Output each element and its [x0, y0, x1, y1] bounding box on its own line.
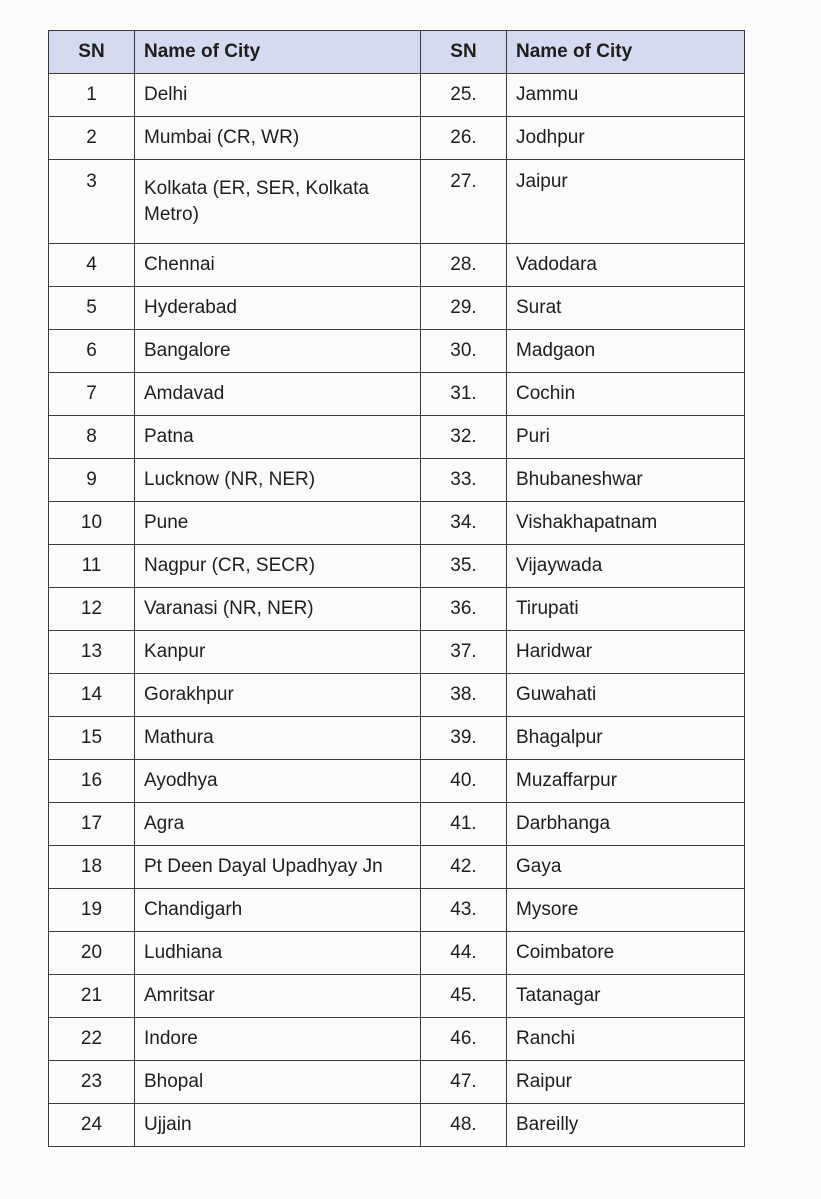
- header-city-left: Name of City: [135, 31, 421, 74]
- city-right-cell: Cochin: [507, 373, 745, 416]
- city-right-cell: Vadodara: [507, 244, 745, 287]
- table-body: [49, 74, 745, 1147]
- city-left-cell: Amritsar: [135, 975, 421, 1018]
- city-right-cell: Mysore: [507, 889, 745, 932]
- table-header: [49, 31, 745, 74]
- city-left-cell: Mathura: [135, 717, 421, 760]
- sn-right-cell: 27.: [421, 160, 507, 244]
- city-left-cell: Chandigarh: [135, 889, 421, 932]
- sn-right-cell: 42.: [421, 846, 507, 889]
- header-sn-left: SN: [49, 31, 135, 74]
- city-left-cell: Pt Deen Dayal Upadhyay Jn: [135, 846, 421, 889]
- table-row: [49, 287, 745, 330]
- sn-left-cell: 21: [49, 975, 135, 1018]
- city-left-cell: Varanasi (NR, NER): [135, 588, 421, 631]
- table-row: [49, 932, 745, 975]
- table-row: [49, 717, 745, 760]
- table-row: [49, 889, 745, 932]
- sn-right-cell: 28.: [421, 244, 507, 287]
- sn-right-cell: 38.: [421, 674, 507, 717]
- sn-right-cell: 32.: [421, 416, 507, 459]
- sn-left-cell: 6: [49, 330, 135, 373]
- table-row: [49, 416, 745, 459]
- table-row: [49, 373, 745, 416]
- sn-left-cell: 5: [49, 287, 135, 330]
- header-sn-right: SN: [421, 31, 507, 74]
- table-row: [49, 803, 745, 846]
- header-city-right: Name of City: [507, 31, 745, 74]
- table-row: [49, 975, 745, 1018]
- city-right-cell: Gaya: [507, 846, 745, 889]
- city-left-cell: Kolkata (ER, SER, Kolkata Metro): [135, 160, 421, 244]
- sn-right-cell: 33.: [421, 459, 507, 502]
- city-left-cell: Patna: [135, 416, 421, 459]
- sn-left-cell: 3: [49, 160, 135, 244]
- sn-left-cell: 14: [49, 674, 135, 717]
- sn-left-cell: 4: [49, 244, 135, 287]
- city-right-cell: Tatanagar: [507, 975, 745, 1018]
- table-row: [49, 674, 745, 717]
- sn-right-cell: 35.: [421, 545, 507, 588]
- sn-left-cell: 22: [49, 1018, 135, 1061]
- sn-left-cell: 23: [49, 1061, 135, 1104]
- city-left-cell: Ujjain: [135, 1104, 421, 1147]
- sn-right-cell: 36.: [421, 588, 507, 631]
- sn-left-cell: 24: [49, 1104, 135, 1147]
- city-left-cell: Chennai: [135, 244, 421, 287]
- sn-right-cell: 41.: [421, 803, 507, 846]
- city-left-cell: Kanpur: [135, 631, 421, 674]
- city-left-cell: Pune: [135, 502, 421, 545]
- table-row: [49, 760, 745, 803]
- sn-left-cell: 18: [49, 846, 135, 889]
- city-right-cell: Darbhanga: [507, 803, 745, 846]
- sn-right-cell: 37.: [421, 631, 507, 674]
- city-left-cell: Indore: [135, 1018, 421, 1061]
- sn-left-cell: 10: [49, 502, 135, 545]
- table-row: [49, 846, 745, 889]
- sn-right-cell: 40.: [421, 760, 507, 803]
- city-right-cell: Coimbatore: [507, 932, 745, 975]
- city-left-cell: Mumbai (CR, WR): [135, 117, 421, 160]
- table-row: [49, 1061, 745, 1104]
- city-right-cell: Tirupati: [507, 588, 745, 631]
- city-right-cell: Bhagalpur: [507, 717, 745, 760]
- table-row: [49, 1018, 745, 1061]
- city-right-cell: Jaipur: [507, 160, 745, 244]
- sn-left-cell: 19: [49, 889, 135, 932]
- city-right-cell: Raipur: [507, 1061, 745, 1104]
- city-right-cell: Vishakhapatnam: [507, 502, 745, 545]
- table-row: [49, 545, 745, 588]
- city-left-cell: Amdavad: [135, 373, 421, 416]
- sn-right-cell: 31.: [421, 373, 507, 416]
- sn-left-cell: 11: [49, 545, 135, 588]
- city-right-cell: Muzaffarpur: [507, 760, 745, 803]
- header-row: [49, 31, 745, 74]
- city-right-cell: Puri: [507, 416, 745, 459]
- table-row: [49, 631, 745, 674]
- sn-left-cell: 13: [49, 631, 135, 674]
- city-left-cell: Bangalore: [135, 330, 421, 373]
- sn-right-cell: 25.: [421, 74, 507, 117]
- city-table: [48, 30, 745, 1147]
- city-left-cell: Ayodhya: [135, 760, 421, 803]
- city-left-cell: Ludhiana: [135, 932, 421, 975]
- sn-right-cell: 44.: [421, 932, 507, 975]
- city-right-cell: Jammu: [507, 74, 745, 117]
- city-left-cell: Lucknow (NR, NER): [135, 459, 421, 502]
- sn-left-cell: 7: [49, 373, 135, 416]
- sn-left-cell: 20: [49, 932, 135, 975]
- city-left-cell: Agra: [135, 803, 421, 846]
- table-row: [49, 244, 745, 287]
- city-right-cell: Jodhpur: [507, 117, 745, 160]
- sn-left-cell: 15: [49, 717, 135, 760]
- sn-right-cell: 46.: [421, 1018, 507, 1061]
- sn-right-cell: 29.: [421, 287, 507, 330]
- table-row: [49, 117, 745, 160]
- sn-right-cell: 26.: [421, 117, 507, 160]
- city-right-cell: Haridwar: [507, 631, 745, 674]
- city-right-cell: Vijaywada: [507, 545, 745, 588]
- table-row: [49, 588, 745, 631]
- sn-right-cell: 34.: [421, 502, 507, 545]
- city-right-cell: Bhubaneshwar: [507, 459, 745, 502]
- city-right-cell: Surat: [507, 287, 745, 330]
- sn-right-cell: 47.: [421, 1061, 507, 1104]
- city-left-cell: Nagpur (CR, SECR): [135, 545, 421, 588]
- sn-left-cell: 8: [49, 416, 135, 459]
- table-row: [49, 330, 745, 373]
- sn-left-cell: 17: [49, 803, 135, 846]
- sn-right-cell: 39.: [421, 717, 507, 760]
- table-row: [49, 160, 745, 244]
- city-right-cell: Madgaon: [507, 330, 745, 373]
- sn-left-cell: 12: [49, 588, 135, 631]
- city-left-cell: Hyderabad: [135, 287, 421, 330]
- sn-right-cell: 43.: [421, 889, 507, 932]
- city-right-cell: Bareilly: [507, 1104, 745, 1147]
- table-row: [49, 502, 745, 545]
- sn-left-cell: 9: [49, 459, 135, 502]
- sn-left-cell: 2: [49, 117, 135, 160]
- city-right-cell: Guwahati: [507, 674, 745, 717]
- table-row: [49, 459, 745, 502]
- sn-right-cell: 48.: [421, 1104, 507, 1147]
- sn-right-cell: 45.: [421, 975, 507, 1018]
- sn-left-cell: 16: [49, 760, 135, 803]
- sn-left-cell: 1: [49, 74, 135, 117]
- table-row: [49, 1104, 745, 1147]
- sn-right-cell: 30.: [421, 330, 507, 373]
- city-left-cell: Bhopal: [135, 1061, 421, 1104]
- table-row: [49, 74, 745, 117]
- city-left-cell: Delhi: [135, 74, 421, 117]
- city-left-cell: Gorakhpur: [135, 674, 421, 717]
- city-right-cell: Ranchi: [507, 1018, 745, 1061]
